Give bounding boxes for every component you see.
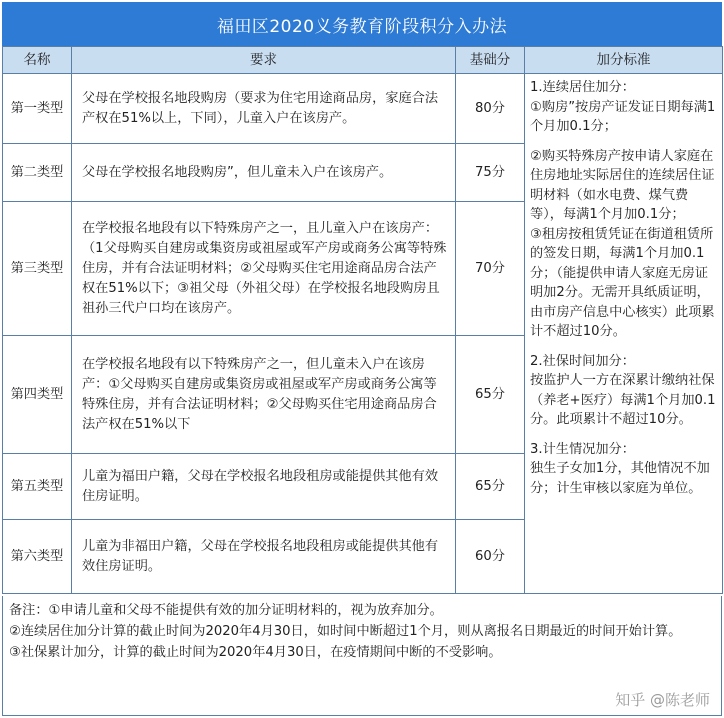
points-table <box>2 46 723 594</box>
row-requirement: 儿童为福田户籍，父母在学校报名地段租房或能提供其他有效住房证明。 <box>72 454 456 520</box>
row-requirement: 父母在学校报名地段购房（要求为住宅用途商品房，家庭合法产权在51%以上，下同），儿童入户在该房产。 <box>72 74 456 144</box>
row-name: 第六类型 <box>3 520 72 594</box>
bonus-heading-social-security: 2.社保时间加分： <box>530 353 635 369</box>
row-base-score: 80分 <box>456 74 525 144</box>
source-watermark: 知乎 @陈老师 <box>615 691 710 709</box>
bonus-item: 独生子女加1分，其他情况不加分；计生审核以家庭为单位。 <box>530 461 710 496</box>
row-requirement: 在学校报名地段有以下特殊房产之一，且儿童入户在该房产：（1父母购买自建房或集资房或祖屋或军产房或商务公寓等特殊住房，并有合法证明材料；②父母购买住宅用途商品房合法产权在51%以下；③祖父母（外祖父母）在学校报名地段购房且祖孙三代户口均在该房产。 <box>72 202 456 336</box>
row-requirement: 在学校报名地段有以下特殊房产之一，但儿童未入户在该房产：①父母购买自建房或集资房或祖屋或军产房或商务公寓等特殊住房，并有合法证明材料；②父母购买住宅用途商品房合法产权在51%以下 <box>72 336 456 454</box>
header-requirement: 要求 <box>72 47 456 74</box>
remark-line: 备注：①申请儿童和父母不能提供有效的加分证明材料的，视为放弃加分。 <box>9 603 443 618</box>
row-name: 第三类型 <box>3 202 72 336</box>
row-requirement: 父母在学校报名地段购房”，但儿童未入户在该房产。 <box>72 144 456 202</box>
header-name: 名称 <box>3 47 72 74</box>
header-row <box>3 47 723 74</box>
row-base-score: 65分 <box>456 336 525 454</box>
bonus-item: 按监护人一方在深累计缴纳社保（养老+医疗）每满1个月加0.1分。此项累计不超过10分。 <box>530 373 716 427</box>
remarks-section <box>2 596 722 716</box>
bonus-heading-residence: 1.连续居住加分： <box>530 80 635 95</box>
bonus-item: ①购房”按房产证发证日期每满1个月加0.1分； <box>530 99 716 134</box>
bonus-item: ②购买特殊房产按申请人家庭在住房地址实际居住的连续居住证明材料（如水电费、煤气费等），每满1个月加0.1分； <box>530 148 715 222</box>
page-title: 福田区2020义务教育阶段积分入办法 <box>2 2 722 46</box>
bonus-standard-cell <box>525 74 723 594</box>
bonus-heading-family-planning: 3.计生情况加分： <box>530 441 635 457</box>
row-name: 第五类型 <box>3 454 72 520</box>
remark-line: ②连续居住加分计算的截止时间为2020年4月30日，如时间中断超过1个月，则从离报名日期最近的时间开始计算。 <box>9 624 682 639</box>
row-requirement: 儿童为非福田户籍，父母在学校报名地段租房或能提供其他有效住房证明。 <box>72 520 456 594</box>
table-row <box>3 74 723 144</box>
remark-line: ③社保累计加分，计算的截止时间为2020年4月30日，在疫情期间中断的不受影响。 <box>9 645 502 660</box>
row-base-score: 60分 <box>456 520 525 594</box>
row-base-score: 65分 <box>456 454 525 520</box>
row-name: 第二类型 <box>3 144 72 202</box>
header-base-score: 基础分 <box>456 47 525 74</box>
row-name: 第四类型 <box>3 336 72 454</box>
header-bonus-standard: 加分标准 <box>525 47 723 74</box>
row-name: 第一类型 <box>3 74 72 144</box>
bonus-item: ③租房按租赁凭证在街道租赁所的签发日期，每满1个月加0.1分；（能提供申请人家庭无房证明加2分。无需开具纸质证明，由市房产信息中心核实）此项累计不超过10分。 <box>530 226 715 339</box>
row-base-score: 75分 <box>456 144 525 202</box>
row-base-score: 70分 <box>456 202 525 336</box>
